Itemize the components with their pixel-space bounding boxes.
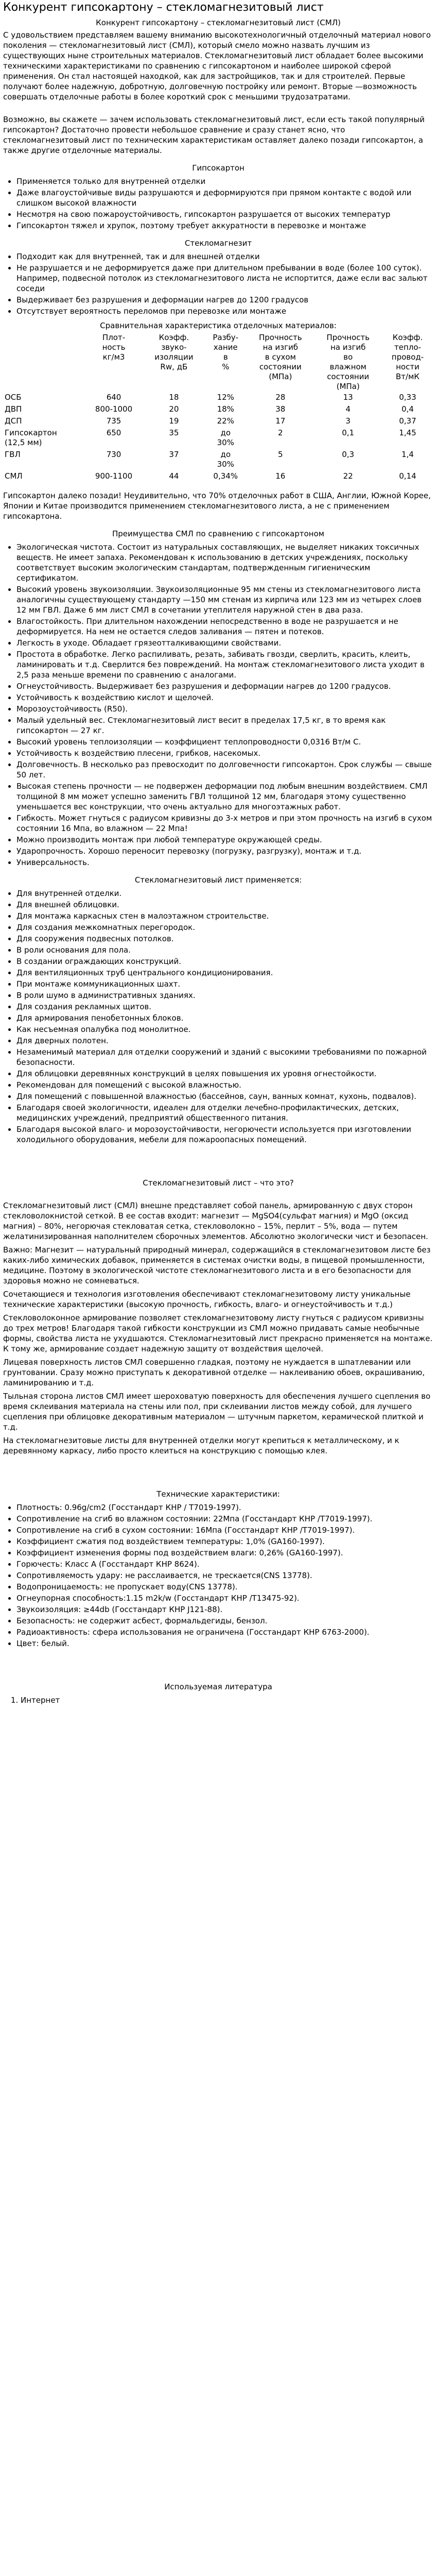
- material-name-cell: ГВЛ: [5, 450, 21, 459]
- list-item: • Долговечность. В несколько раз превосходит по долговечности гипсокартон. Срок службы — свыше 50 лет.: [16, 759, 433, 780]
- value-cell: 1,4: [401, 450, 414, 459]
- literature-list: [3, 1695, 433, 1705]
- list-item: • Огнеустойчивость. Выдерживает без разрушения и деформации нагрев до 1200 градусов.: [16, 681, 433, 691]
- list-item: • При монтаже коммуникационных шахт.: [16, 979, 433, 989]
- gypsum-heading: Гипсокартон: [192, 163, 245, 173]
- what-is-paragraph: Стекловолоконное армирование позволяет стекломагнезитовому листу гнуться с радиусом кривизны до трех метров! Благодаря такой гибкости конструкции из СМЛ можно придавать самые необычные формы, свойства листа не ухудшаются. Стекломагнезитовый лист прекрасно применяется на монтаже. К тому же, армирование создает надежную защиту от воздействия щелочей.: [3, 1313, 433, 1353]
- value-cell: 35: [169, 428, 179, 437]
- list-item: • Простота в обработке. Легко распиливать, резать, забивать гвозди, сверлить, красить, клеить, ламинировать и т.д. Сверлится без повреждений. На монтаж стекломагнезитового листа уходит в 2,5 раза меньше времени по сравнению с аналогами.: [16, 649, 433, 680]
- list-item: • Как несъемная опалубка под монолитное.: [16, 1024, 433, 1035]
- table-row: [3, 403, 433, 415]
- spacer: [3, 484, 433, 490]
- comparison-column-header: Прочность на изгиб в сухом состоянии (МПа): [258, 333, 302, 381]
- list-item: • Цвет: белый.: [16, 1638, 433, 1649]
- value-cell: 16: [275, 471, 286, 481]
- list-item: • Для армирования пенобетонных блоков.: [16, 1013, 433, 1023]
- value-cell: 2: [278, 428, 283, 437]
- material-name-cell: ДСП: [5, 416, 22, 426]
- list-item: • Применяется только для внутренней отделки: [16, 176, 433, 187]
- spacer: [3, 1459, 433, 1482]
- value-cell: 0,33: [399, 393, 416, 402]
- table-row: [3, 470, 433, 482]
- list-item: • Благодаря высокой влаго- и морозоустойчивости, негорючести используется при изготовлении холодильного оборудования, мебели для пожароопасных помещений.: [16, 1124, 433, 1145]
- comparison-column-header: Плот- ность кг/м3: [102, 333, 126, 362]
- list-item: • Высокий уровень звукоизоляции. Звукоизоляционные 95 мм стены из стекломагнезитового листа аналогичны существующему стандарту —150 мм стенам из кирпича или 123 мм из четырех слоев 12 мм ГВЛ. Даже 6 мм лист СМЛ в сочетании утеплителя наружной стен в два раза.: [16, 584, 433, 615]
- list-item: • Для внутренней отделки.: [16, 888, 433, 899]
- comparison-column-header: Разбу- хание в %: [213, 333, 239, 371]
- list-item: • Для помещений с повышенной влажностью (бассейнов, саун, ванных комнат, кухонь, подвалов).: [16, 1091, 433, 1101]
- comparison-column-header: [3, 333, 84, 392]
- list-item: • Безопасность: не содержит асбест, формальдегиды, бензол.: [16, 1616, 433, 1626]
- value-cell: 5: [278, 450, 283, 459]
- what-is-heading: Стекломагнезитовый лист – что это?: [143, 1178, 294, 1188]
- list-item: • Радиоактивность: сфера использования не ограничена (Госстандарт КНР 6763-2000).: [16, 1627, 433, 1637]
- material-name-cell: ОСБ: [5, 393, 22, 402]
- applications-heading: Стекломагнезитовый лист применяется:: [134, 875, 302, 885]
- list-item: • Устойчивость к воздействию плесени, грибков, насекомых.: [16, 748, 433, 758]
- value-cell: до 30%: [217, 428, 234, 447]
- list-item: • Для облицовки деревянных конструкций в целях повышения их уровня огнестойкости.: [16, 1069, 433, 1079]
- what-is-body: [3, 1200, 433, 1456]
- list-item: • Малый удельный вес. Стекломагнезитовый лист весит в пределах 17,5 кг, в то время как гипсокартон — 27 кг.: [16, 715, 433, 736]
- value-cell: 0,3: [342, 450, 355, 459]
- list-item: • Легкость в уходе. Обладает грязеотталкивающими свойствами.: [16, 638, 433, 648]
- list-item: • Коэффициент сжатия под воздействием температуры: 1,0% (GA160-1997).: [16, 1536, 433, 1547]
- what-is-paragraph: Важно: Магнезит — натуральный природный минерал, содержащийся в стекломагнезитовом листе без каких-либо химических добавок, применяется в системах очистки воды, в пищевой промышленности, медицине. Поэтому в экологической чистоте стекломагнезитового листа и в его безопасности для здоровья можно не сомневаться.: [3, 1245, 431, 1285]
- value-cell: 0,4: [401, 404, 414, 414]
- what-is-paragraph: Сочетающиеся и технология изготовления обеспечивают стекломагнезитовому листу уникальные технические характеристики (высокую прочность, гибкость, влаго- и огнеустойчивость и т.д.): [3, 1290, 411, 1309]
- list-item: • Влагостойкость. При длительном нахождении непосредственно в воде не разрушается и не деформируется. На нем не остается следов заливания — пятен и потеков.: [16, 616, 433, 637]
- what-is-paragraph: Лицевая поверхность листов СМЛ совершенно гладкая, поэтому не нуждается в шпатлевании или грунтовании. Сразу можно приступать к декоративной отделке — наклеиванию обоев, окрашиванию, ламинированию и т.д.: [3, 1358, 425, 1387]
- list-item: • Для внешней облицовки.: [16, 900, 433, 910]
- gypsum-list: [3, 176, 433, 231]
- paragraph-after-table: Гипсокартон далеко позади! Неудивительно, что 70% отделочных работ в США, Англии, Южной Корее, Японии и Китае производится применением стекломагнезитового листа, а не с применением гипсокартона.: [3, 491, 431, 521]
- list-item: • Экологическая чистота. Состоит из натуральных составляющих, не выделяет никаких токсичных веществ. Не имеет запаха. Рекомендован к использованию в детских учреждениях, поскольку соответствует высоким экологическим стандартам, подтвержденным гигиеническим сертификатом.: [16, 542, 433, 583]
- list-item: • Можно производить монтаж при любой температуре окружающей среды.: [16, 835, 433, 845]
- list-item: • Морозоустойчивость (R50).: [16, 704, 433, 714]
- specs-list: [3, 1502, 433, 1649]
- applications-list: [3, 888, 433, 1145]
- page-subtitle: Конкурент гипсокартону – стекломагнезитовый лист (СМЛ): [96, 18, 341, 27]
- page-title: Конкурент гипсокартону – стекломагнезитовый лист: [3, 1, 324, 14]
- list-item: • Для вентиляционных труб центрального кондиционирования.: [16, 968, 433, 978]
- list-item: • В создании ограждающих конструкций.: [16, 956, 433, 967]
- list-item: • Незаменимый материал для отделки сооружений и зданий с высокими требованиями по пожарной безопасности.: [16, 1047, 433, 1067]
- list-item: • Благодаря своей экологичности, идеален для отделки лечебно-профилактических, детских, медицинских учреждений, предприятий общественного питания.: [16, 1103, 433, 1123]
- list-item: • Огнеупорная способность:1.15 m2k/w (Госстандарт КНР /T13475-92).: [16, 1593, 433, 1603]
- material-name-cell: Гипсокартон (12,5 мм): [5, 428, 57, 447]
- value-cell: 735: [106, 416, 121, 426]
- value-cell: 0,34%: [213, 471, 238, 481]
- list-item: • Водопроницаемость: не пропускает воду(CNS 13778).: [16, 1582, 433, 1592]
- list-item: • Для монтажа каркасных стен в малоэтажном строительстве.: [16, 911, 433, 921]
- value-cell: 38: [275, 404, 286, 414]
- table-row: [3, 392, 433, 403]
- intro-paragraph-1: С удовольствием представляем вашему вниманию высокотехнологичный отделочный материал нового поколения — стекломагнезитовый лист (СМЛ), который смело можно назвать лучшим из существующих ныне строительных материалов. Стекломагнезитовый лист обладает более высокими техническими характеристиками по сравнению с гипсокартоном и наиболее широкой сферой применения. Он стал настоящей находкой, как для застройщиков, так и для строителей. Первые получают более надежную, добротную, долговечную постройку или ремонт. Вторые —возможность совершать отделочные работы в более короткий срок с меньшими трудозатратами.: [3, 30, 431, 101]
- value-cell: 37: [169, 450, 179, 459]
- value-cell: 650: [106, 428, 121, 437]
- value-cell: 28: [275, 393, 286, 402]
- list-item: • Рекомендован для помещений с высокой влажностью.: [16, 1080, 433, 1090]
- value-cell: 640: [106, 393, 121, 402]
- list-item: • Гипсокартон тяжел и хрупок, поэтому требует аккуратности в перевозке и монтаже: [16, 221, 433, 231]
- spacer: [3, 105, 433, 114]
- value-cell: 20: [169, 404, 179, 414]
- literature-heading: Используемая литература: [164, 1682, 272, 1691]
- list-item: • Универсальность.: [16, 857, 433, 868]
- intro-paragraph-2: Возможно, вы скажете — зачем использовать стекломагнезитовый лист, если есть такой популярный гипсокартон? Достаточно провести небольшое сравнение и сразу станет ясно, что стекломагнезитовый лист по техническим характеристикам оставляет далеко позади гипсокартон, а также другие отделочные материалы.: [3, 115, 425, 155]
- value-cell: 730: [106, 450, 121, 459]
- list-item: • Несмотря на свою пожароустойчивость, гипсокартон разрушается от высоких температур: [16, 209, 433, 219]
- value-cell: до 30%: [217, 450, 234, 469]
- value-cell: 1,45: [399, 428, 416, 437]
- list-item: • Сопротивляемость удару: не расслаивается, не трескается(CNS 13778).: [16, 1570, 433, 1581]
- list-item: • Ударопрочность. Хорошо переносит перевозку (погрузку, разгрузку), монтаж и т.д.: [16, 846, 433, 856]
- list-item: • Даже влагоустойчивые виды разрушаются и деформируются при прямом контакте с водой или слишком высокой влажности: [16, 188, 433, 208]
- value-cell: 19: [169, 416, 179, 426]
- value-cell: 18: [169, 393, 179, 402]
- value-cell: 44: [169, 471, 179, 481]
- spacer: [3, 1652, 433, 1674]
- advantages-heading: Преимущества СМЛ по сравнению с гипсокартоном: [112, 529, 324, 538]
- list-item: • Не разрушается и не деформируется даже при длительном пребывании в воде (более 100 суток). Например, подвесной потолок из стекломагнезитового листа не испортится, даже если вас зальют соседи: [16, 263, 433, 294]
- sml-heading: Стекломагнезит: [184, 239, 252, 248]
- material-name-cell: СМЛ: [5, 471, 23, 481]
- list-item: • В роли шумо в административных зданиях.: [16, 990, 433, 1001]
- list-item: • Сопротивление на сгиб в сухом состоянии: 16Мпа (Госстандарт КНР /T7019-1997).: [16, 1525, 433, 1535]
- list-item: • Звукоизоляция: ≥44db (Госстандарт КНР J121-88).: [16, 1604, 433, 1615]
- what-is-paragraph: Тыльная сторона листов СМЛ имеет шероховатую поверхность для обеспечения лучшего сцепления во время склеивания материала на стены или пол, при склеивании листов между собой, для лучшего сцепления при облицовке декоративным материалом — штучным паркетом, керамической плиткой и т.д.: [3, 1392, 431, 1432]
- list-item: • Для сооружения подвесных потолков.: [16, 934, 433, 944]
- value-cell: 3: [345, 416, 351, 426]
- value-cell: 12%: [217, 393, 234, 402]
- sml-list: [3, 251, 433, 316]
- list-item: • Плотность: 0.96g/cm2 (Госстандарт КНР / T7019-1997).: [16, 1502, 433, 1513]
- what-is-paragraph: Стекломагнезитовый лист (СМЛ) внешне представляет собой панель, армированную с двух сторон стекловолокнистой сеткой. В ее состав входит: магнезит — MgSO4(сульфат магния) и MgO (оксид магния) – 80%, негорючая стекловатая сетка, стекловолокно – 15%, перлит – 5%, вода — путем желатинизированная наполнителем сборочных элементов. Абсолютно экологически чист и безопасен.: [3, 1201, 428, 1241]
- material-name-cell: ДВП: [5, 404, 22, 414]
- list-item: • Сопротивление на сгиб во влажном состоянии: 22Мпа (Госстандарт КНР /T7019-1997).: [16, 1514, 433, 1524]
- list-item: • Для дверных полотен.: [16, 1036, 433, 1046]
- advantages-list: [3, 542, 433, 868]
- list-item: • Устойчивость к воздействию кислот и щелочей.: [16, 692, 433, 703]
- list-item: • Выдерживает без разрушения и деформации нагрев до 1200 градусов: [16, 295, 433, 305]
- value-cell: 17: [275, 416, 286, 426]
- value-cell: 18%: [217, 404, 234, 414]
- comparison-column-header: Прочность на изгиб во влажном состоянии (МПа): [326, 333, 370, 391]
- list-item: 1. Интернет: [21, 1695, 433, 1705]
- specs-heading: Технические характеристики:: [156, 1489, 280, 1499]
- comparison-header-row: [3, 333, 433, 392]
- list-item: • Коэффициент изменения формы под воздействием влаги: 0,26% (GA160-1997).: [16, 1548, 433, 1558]
- what-is-paragraph: На стекломагнезитовые листы для внутренней отделки могут крепиться к металлическому, и к деревянному каркасу, либо просто клеиться на конструкцию с помощью клея.: [3, 1436, 399, 1455]
- value-cell: 0,1: [342, 428, 355, 437]
- list-item: • Горючесть: Класс А (Госстандарт КНР 8624).: [16, 1559, 433, 1569]
- value-cell: 0,14: [399, 471, 416, 481]
- table-row: [3, 427, 433, 449]
- list-item: • Подходит как для внутренней, так и для внешней отделки: [16, 251, 433, 262]
- table-row: [3, 449, 433, 470]
- comparison-caption: Сравнительная характеристика отделочных материалов:: [100, 321, 337, 330]
- spacer: [3, 1148, 433, 1171]
- value-cell: 22%: [217, 416, 234, 426]
- list-item: • Высокий уровень теплоизоляции — коэффициент теплопроводности 0,0316 Вт/м С.: [16, 737, 433, 747]
- value-cell: 0,37: [399, 416, 416, 426]
- value-cell: 800-1000: [95, 404, 133, 414]
- list-item: • В роли основания для пола.: [16, 945, 433, 955]
- comparison-table: [3, 333, 433, 482]
- list-item: • Для создания рекламных щитов.: [16, 1002, 433, 1012]
- table-row: [3, 415, 433, 427]
- value-cell: 22: [343, 471, 353, 481]
- spacer: [3, 1191, 433, 1200]
- value-cell: 4: [345, 404, 351, 414]
- list-item: • Отсутствует вероятность переломов при перевозке или монтаже: [16, 306, 433, 316]
- list-item: • Для создания межкомнатных перегородок.: [16, 922, 433, 933]
- comparison-column-header: Коэфф. тепло- провод- ности Вт/мК: [391, 333, 424, 381]
- list-item: • Гибкость. Может гнуться с радиусом кривизны до 3-х метров и при этом прочность на изгиб в сухом состоянии 16 Мпа, во влажном — 22 Мпа!: [16, 813, 433, 834]
- comparison-column-header: Коэфф. звуко- изоляции Rw, дБ: [154, 333, 194, 371]
- value-cell: 900-1100: [95, 471, 133, 481]
- comparison-body: [3, 392, 433, 482]
- list-item: • Высокая степень прочности — не подвержен деформации под любым внешним воздействием. СМЛ толщиной 8 мм может успешно заменить ГВЛ толщиной 12 мм, благодаря этому существенно уменьшается вес конструкции, что очень актуально для многоэтажных работ.: [16, 781, 433, 812]
- value-cell: 13: [343, 393, 353, 402]
